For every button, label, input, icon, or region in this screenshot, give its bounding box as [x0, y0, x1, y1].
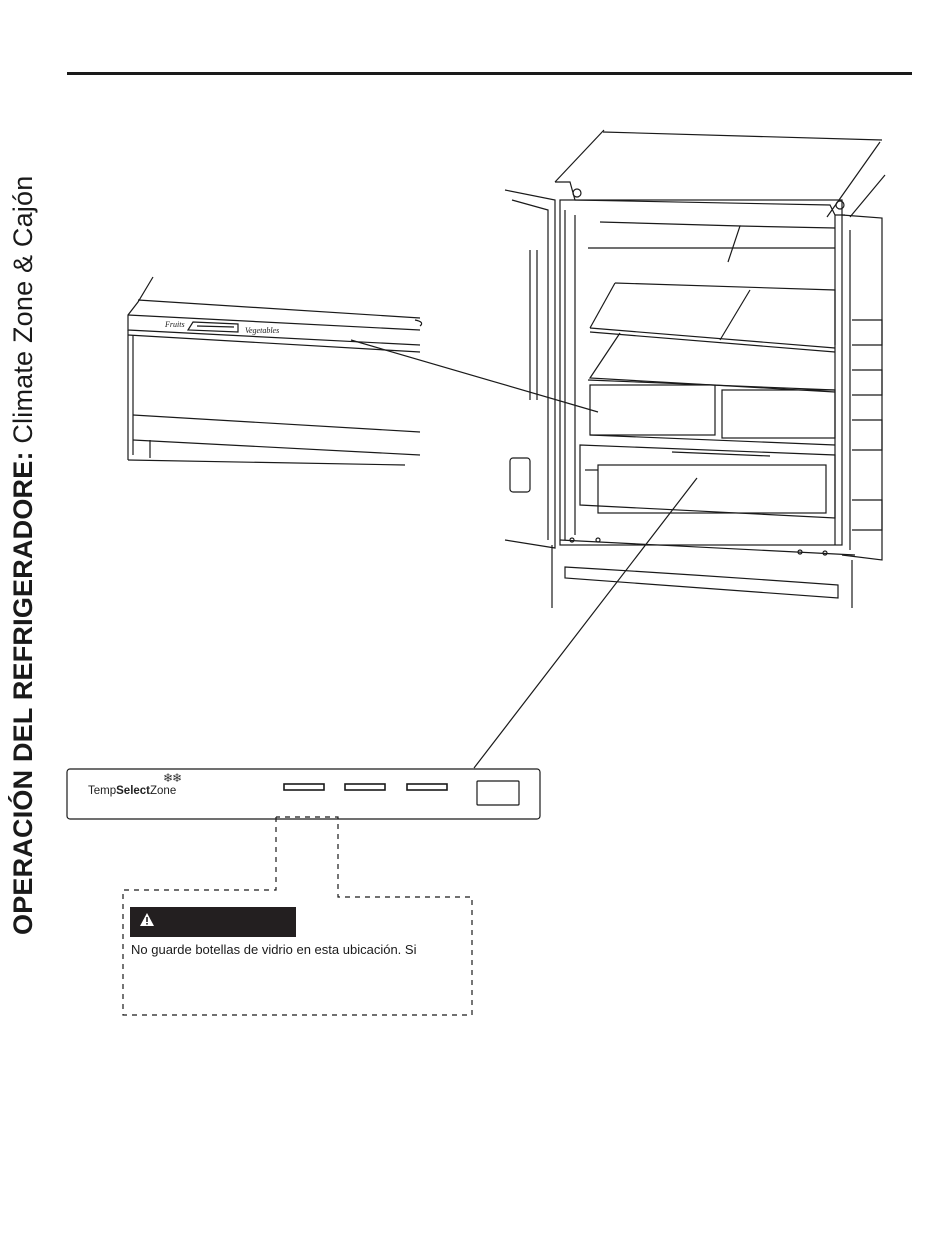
snowflake-icon: ❄❄: [163, 771, 182, 785]
warning-banner: [130, 907, 296, 937]
warning-triangle-icon: [139, 912, 155, 928]
brand-prefix: Temp: [88, 785, 117, 797]
leader-line-panel: [474, 478, 697, 768]
title-bold: OPERACIÓN DEL REFRIGERADORE:: [8, 451, 38, 935]
leader-line-drawer: [351, 340, 598, 412]
tempselectzone-brand: [88, 785, 176, 797]
drawer-label-fruits: Fruits: [165, 320, 185, 329]
brand-suffix: Zone: [150, 785, 177, 797]
drawer-label-vegetables: Vegetables: [245, 326, 280, 335]
title-regular: Climate Zone & Cajón: [8, 175, 38, 452]
warning-text: No guarde botellas de vidrio en esta ubicación. Si: [131, 942, 417, 957]
brand-bold: Select: [116, 785, 151, 797]
refrigerator-illustration: [505, 130, 885, 608]
drawer-closeup-illustration: [128, 277, 422, 465]
